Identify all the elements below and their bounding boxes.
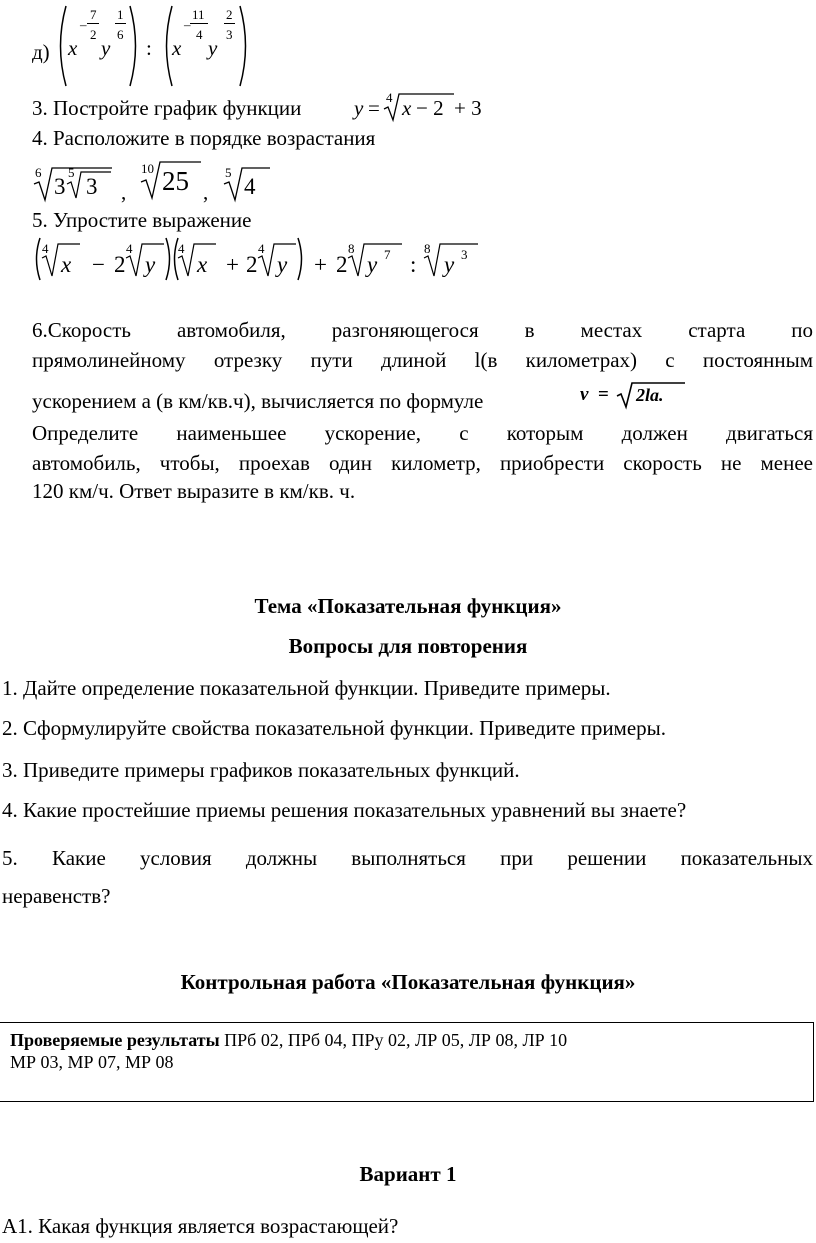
q5-idx-5: 8	[348, 241, 355, 256]
q5-plus1: +	[226, 252, 239, 277]
variant-title: Вариант 1	[359, 1162, 457, 1186]
q5-y4: y	[444, 252, 455, 277]
d-p4-den: 3	[226, 27, 233, 42]
d-p3-den: 4	[196, 27, 203, 42]
test-title: Контрольная работа «Показательная функция»	[180, 970, 636, 994]
q6-radicand: 2la.	[636, 385, 664, 405]
q5-idx-1: 4	[42, 241, 49, 256]
q5-colon: :	[410, 252, 417, 277]
q6-eq: =	[598, 384, 609, 405]
d-x1: x	[68, 36, 78, 60]
q4-b-radicand: 25	[162, 166, 189, 196]
q6-line-6: 120 км/ч. Ответ выразите в км/кв. ч.	[32, 479, 356, 503]
results-box	[0, 1022, 814, 1102]
q5-idx-4: 4	[258, 241, 265, 256]
q5-y2: y	[277, 252, 288, 277]
q5-y1: y	[145, 252, 156, 277]
q5-idx-2: 4	[126, 241, 133, 256]
right-paren-1	[128, 4, 142, 88]
q6-line-3: ускорением a (в км/кв.ч), вычисляется по формуле	[32, 389, 484, 413]
q4-a-outer-index: 6	[35, 165, 42, 180]
d-colon: :	[146, 36, 152, 60]
topic-title: Тема «Показательная функция»	[254, 594, 562, 618]
results-line-1	[10, 1029, 567, 1051]
item-d-label: д)	[32, 40, 50, 64]
review-item-2: 2. Сформулируйте свойства показательной функции. Приведите примеры.	[2, 716, 667, 740]
results-codes-1: ПРб 02, ПРб 04, ПРу 02, ЛР 05, ЛР 08, ЛР 10	[224, 1030, 568, 1050]
a1-question: А1. Какая функция является возрастающей?	[2, 1214, 399, 1238]
d-x2: x	[172, 36, 182, 60]
review-item-3: 3. Приведите примеры графиков показательных функций.	[2, 758, 520, 782]
d-p4-num: 2	[226, 7, 233, 22]
q6-line-5: автомобиль, чтобы, проехав один километр, приобрести скорость не менее	[32, 451, 813, 475]
review-item-5-cont: неравенств?	[2, 884, 111, 908]
q3-plus3: + 3	[454, 96, 482, 120]
d-p1-num: 7	[90, 7, 97, 22]
d-y1: y	[101, 36, 111, 60]
q5-idx-6: 8	[424, 241, 431, 256]
d-minus2: –	[184, 17, 191, 32]
q4-comma2: ,	[203, 180, 209, 204]
q3-text: 3. Постройте график функции	[32, 96, 302, 120]
q5-two1: 2	[114, 252, 126, 277]
q5-x2: x	[197, 252, 208, 277]
q6-line-2: прямолинейному отрезку пути длиной l(в километрах) с постоянным	[32, 348, 813, 372]
q3-index: 4	[386, 90, 393, 105]
q5-paren-l1	[32, 236, 42, 282]
results-label: Проверяемые результаты	[10, 1030, 220, 1050]
q3-x: x	[402, 96, 412, 120]
review-item-1: 1. Дайте определение показательной функции. Приведите примеры.	[2, 676, 611, 700]
review-item-5: 5. Какие условия должны выполняться при решении показательных	[2, 846, 813, 870]
q3-y: y	[354, 96, 364, 120]
d-p2-den: 6	[117, 27, 124, 42]
q5-text: 5. Упростите выражение	[32, 208, 252, 232]
q4-c-radicand: 4	[244, 174, 256, 199]
q6-line-1: 6.Скорость автомобиля, разгоняющегося в местах старта по	[32, 318, 813, 342]
d-y2: y	[208, 36, 218, 60]
q5-minus: −	[92, 252, 105, 277]
q4-a-inner-index: 5	[68, 165, 75, 180]
d-p2-num: 1	[117, 7, 124, 22]
q4-b-index: 10	[141, 161, 154, 176]
q5-x1: x	[61, 252, 72, 277]
q5-plus2: +	[314, 252, 327, 277]
left-paren-1	[54, 4, 68, 88]
q5-y3: y	[367, 252, 378, 277]
q5-exp7: 7	[384, 247, 391, 262]
q5-paren-r2	[296, 236, 306, 282]
d-minus1: –	[80, 17, 87, 32]
q4-c-index: 5	[225, 165, 232, 180]
q5-exp3: 3	[461, 247, 468, 262]
q3-eq: =	[368, 96, 380, 120]
q5-idx-3: 4	[178, 241, 185, 256]
q4-a-coef: 3	[54, 174, 66, 199]
d-p3-num: 11	[192, 7, 205, 22]
q4-text: 4. Расположите в порядке возрастания	[32, 126, 376, 150]
q4-a-inner: 3	[86, 174, 98, 199]
results-codes-2: МР 03, МР 07, МР 08	[10, 1052, 174, 1072]
q5-two3: 2	[336, 252, 348, 277]
q6-v: v	[580, 384, 589, 405]
q3-minus2: − 2	[416, 96, 444, 120]
d-p1-den: 2	[90, 27, 97, 42]
q6-line-4: Определите наименьшее ускорение, с которым должен двигаться	[32, 421, 813, 445]
review-item-4: 4. Какие простейшие приемы решения показательных уравнений вы знаете?	[2, 798, 687, 822]
right-paren-2	[238, 4, 252, 88]
q5-two2: 2	[246, 252, 258, 277]
q4-comma1: ,	[121, 180, 127, 204]
review-title: Вопросы для повторения	[288, 634, 528, 658]
